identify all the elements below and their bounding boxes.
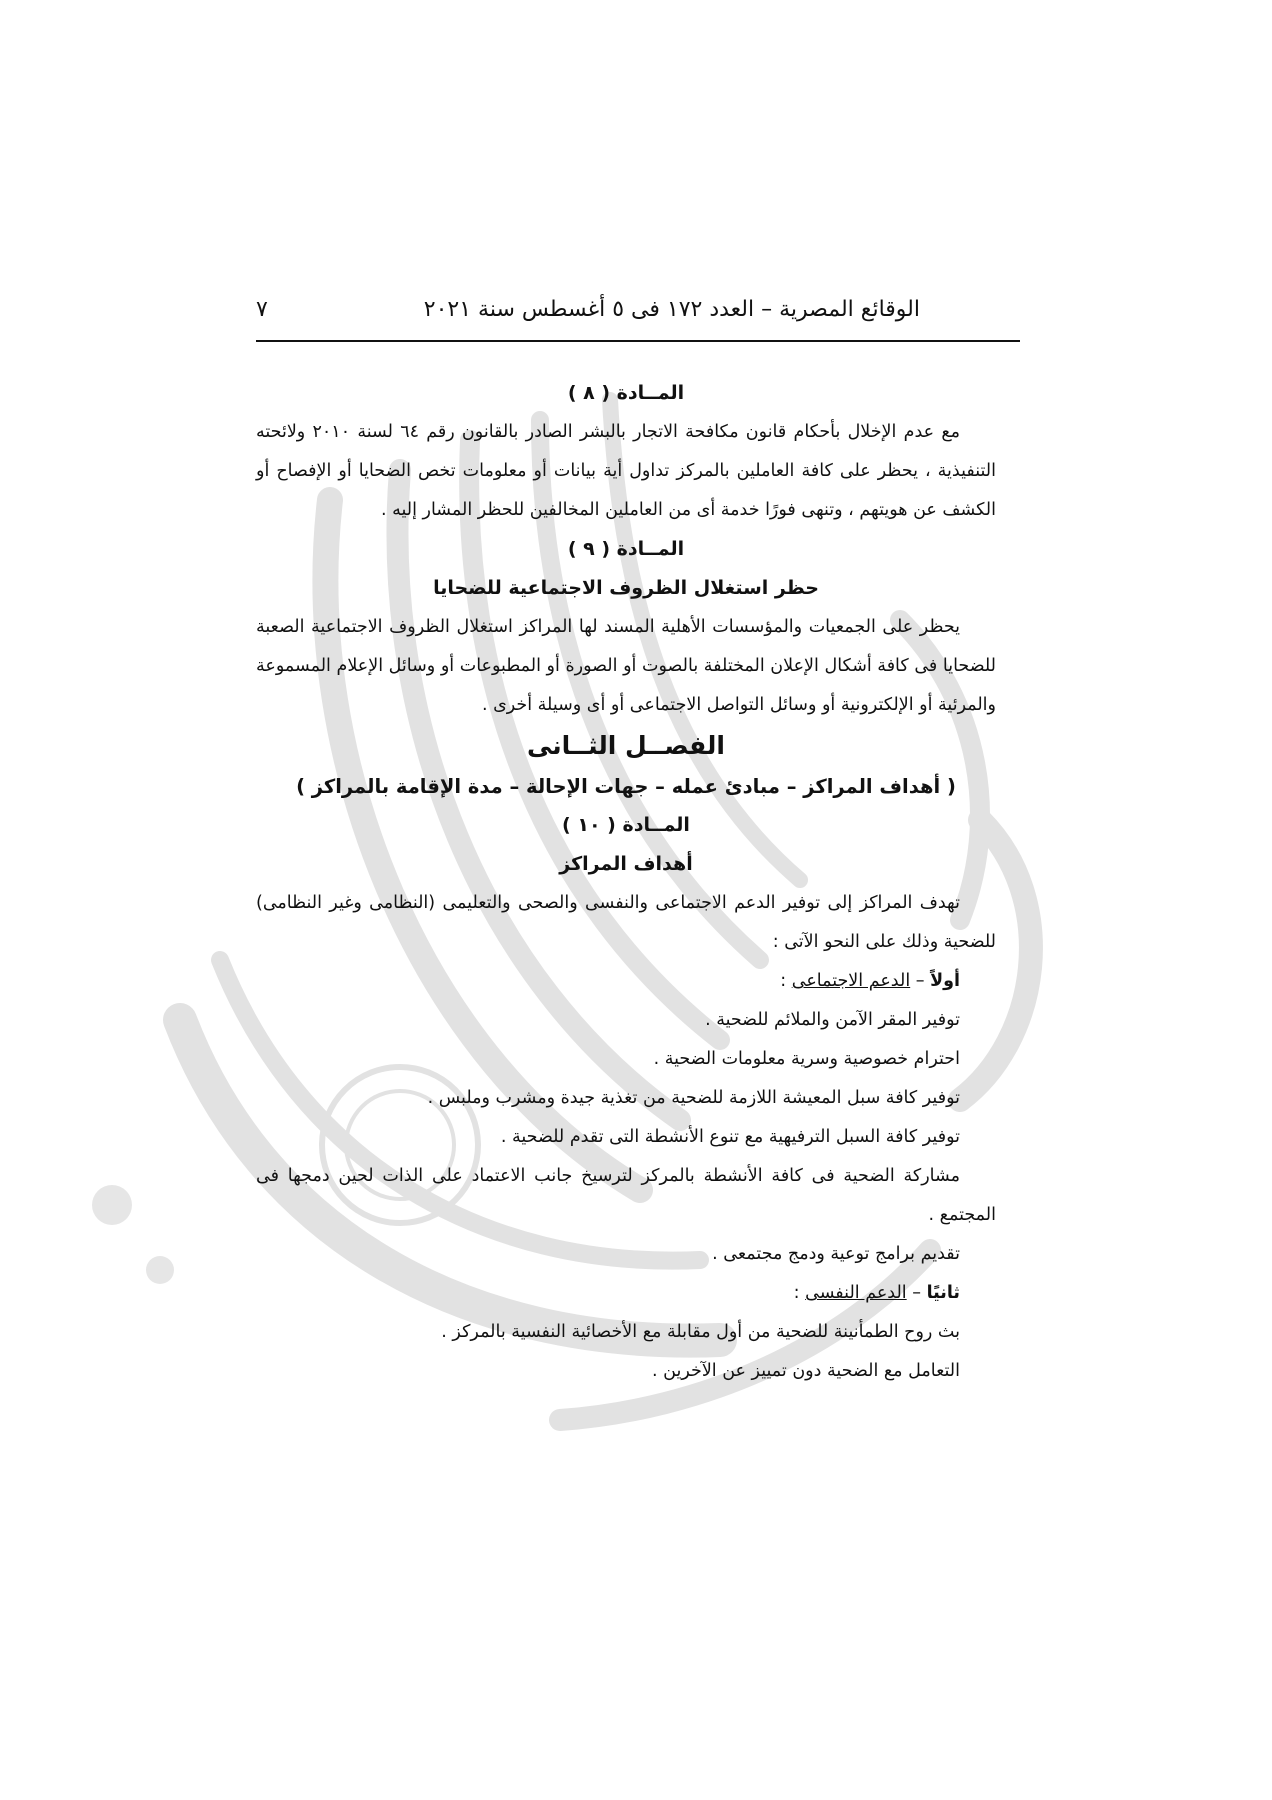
gazette-title: الوقائع المصرية – العدد ١٧٢ فى ٥ أغسطس سنة ٢٠٢١	[423, 297, 920, 322]
list-item: توفير كافة سبل المعيشة اللازمة للضحية من تغذية جيدة ومشرب وملبس .	[427, 1088, 960, 1108]
page-number: ٧	[256, 297, 268, 322]
list-item: مشاركة الضحية فى كافة الأنشطة بالمركز لترسيخ جانب الاعتماد على الذات لحين دمجها فى المجتمع .	[256, 1166, 996, 1225]
section-2-dash: –	[906, 1283, 927, 1303]
document-body	[256, 374, 996, 1391]
header-rule	[256, 340, 1020, 342]
chapter-title: الفصــل الثــانى	[526, 731, 725, 760]
list-item: توفير كافة السبل الترفيهية مع تنوع الأنشطة التى تقدم للضحية .	[500, 1127, 960, 1147]
list-item: بث روح الطمأنينة للضحية من أول مقابلة مع الأخصائية النفسية بالمركز .	[441, 1322, 960, 1342]
section-1-colon: :	[780, 971, 792, 991]
list-item: التعامل مع الضحية دون تمييز عن الآخرين .	[652, 1361, 960, 1381]
list-item: احترام خصوصية وسرية معلومات الضحية .	[653, 1049, 960, 1069]
list-item: تقديم برامج توعية ودمج مجتمعى .	[712, 1244, 960, 1264]
page-header	[256, 290, 1020, 330]
article-8-heading: المــادة ( ٨ )	[567, 382, 685, 404]
article-8-text: مع عدم الإخلال بأحكام قانون مكافحة الاتجار بالبشر الصادر بالقانون رقم ٦٤ لسنة ٢٠١٠ ولائحته التنفيذية ، يحظر على كافة العاملين بالمركز تداول أية بيانات أو معلومات تخص الضحايا أو الإفصاح أو الكشف عن هويتهم ، وتنهى فورًا خدمة أى من العاملين المخالفين للحظر المشار إليه .	[256, 422, 996, 520]
list-item: توفير المقر الآمن والملائم للضحية .	[705, 1010, 960, 1030]
section-1-heading	[256, 962, 996, 1001]
article-9-heading: المــادة ( ٩ )	[567, 538, 685, 560]
article-10-heading: المــادة ( ١٠ )	[562, 814, 690, 836]
section-1-dash: –	[910, 971, 931, 991]
article-9-text: يحظر على الجمعيات والمؤسسات الأهلية المسند لها المراكز استغلال الظروف الاجتماعية الصعبة للضحايا فى كافة أشكال الإعلان المختلفة بالصوت أو الصورة أو المطبوعات أو وسائل الإعلام المسموعة والمرئية أو الإلكترونية أو وسائل التواصل الاجتماعى أو أى وسيلة أخرى .	[256, 617, 996, 715]
article-10-subheading: أهداف المراكز	[559, 853, 693, 875]
article-9-subheading: حظر استغلال الظروف الاجتماعية للضحايا	[433, 577, 819, 599]
section-2-title: الدعم النفسى	[805, 1283, 907, 1303]
article-10-intro: تهدف المراكز إلى توفير الدعم الاجتماعى والنفسى والصحى والتعليمى (النظامى وغير النظامى) للضحية وذلك على النحو الآتى :	[256, 893, 996, 952]
section-1-label: أولاً	[930, 971, 960, 991]
chapter-subtitle: ( أهداف المراكز – مبادئ عمله – جهات الإحالة – مدة الإقامة بالمراكز )	[296, 775, 956, 798]
section-1-title: الدعم الاجتماعى	[791, 971, 911, 991]
section-2-heading	[256, 1274, 996, 1313]
section-2-label: ثانيًا	[926, 1283, 960, 1303]
section-2-colon: :	[793, 1283, 806, 1303]
